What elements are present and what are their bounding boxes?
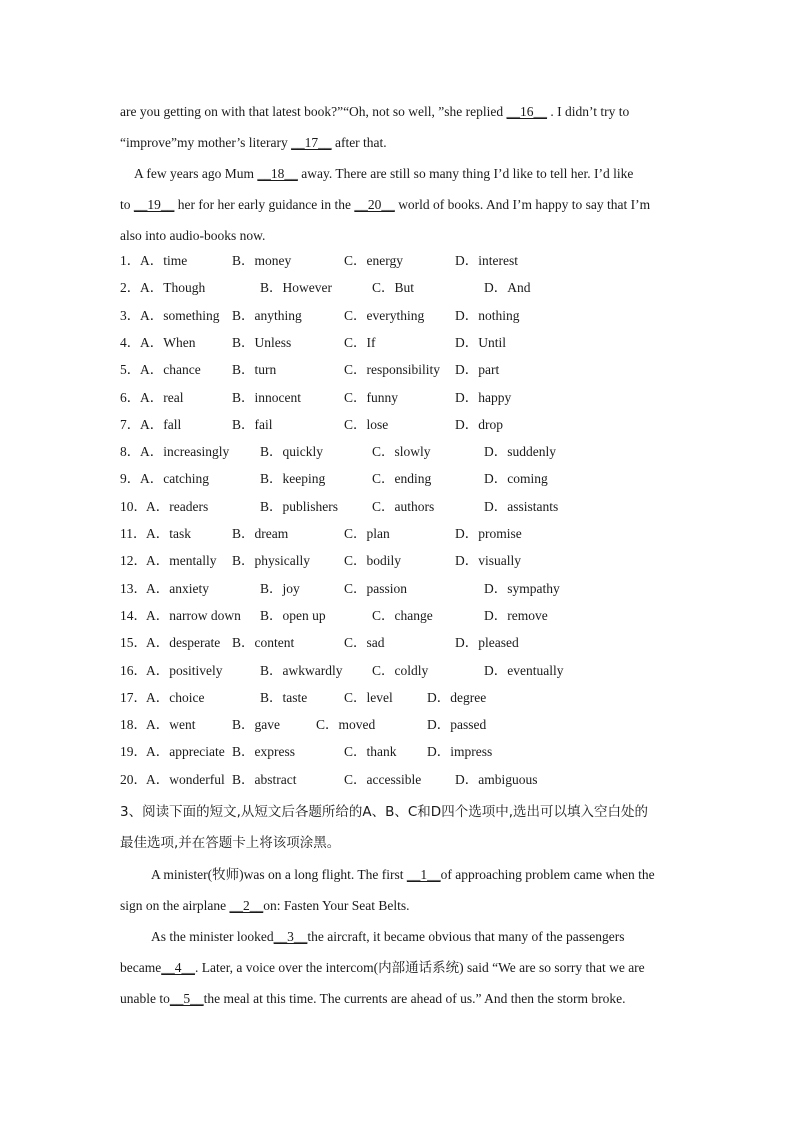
- option-b: B．physically: [232, 553, 310, 568]
- option-a: A．catching: [140, 471, 209, 486]
- option-c: C．If: [344, 335, 376, 350]
- option-d: D．part: [455, 362, 500, 377]
- option-b: B．innocent: [232, 390, 301, 405]
- question-number: 4．: [120, 335, 141, 350]
- option-b: B．publishers: [260, 499, 339, 514]
- question-number: 13．: [120, 581, 147, 596]
- option-c: C．responsibility: [344, 362, 441, 377]
- section3-instruction-cont: 最佳选项,并在答题卡上将该项涂黑。: [120, 835, 341, 851]
- question-number: 8．: [120, 444, 141, 459]
- option-d: D．suddenly: [484, 444, 556, 459]
- option-d: D．ambiguous: [455, 772, 538, 787]
- option-b: B．anything: [232, 308, 302, 323]
- option-a: A．When: [140, 335, 196, 350]
- option-c: C．sad: [344, 635, 385, 650]
- option-a: A．time: [140, 253, 188, 268]
- option-b: B．dream: [232, 526, 289, 541]
- question-number: 15．: [120, 635, 147, 650]
- question-number: 16．: [120, 663, 147, 678]
- option-b: B．express: [232, 744, 295, 759]
- option-d: D．And: [484, 280, 531, 295]
- passage-line-1: are you getting on with that latest book?”“Oh, not so well, ”she replied __16__ . I didn’t try to: [120, 104, 630, 119]
- option-c: C．coldly: [372, 663, 429, 678]
- option-c: C．accessible: [344, 772, 422, 787]
- option-c: C．moved: [316, 717, 376, 732]
- blank-18: __18__: [257, 166, 298, 181]
- option-b: B．content: [232, 635, 295, 650]
- question-number: 14．: [120, 608, 147, 623]
- option-c: C．passion: [344, 581, 408, 596]
- question-number: 1．: [120, 253, 141, 268]
- passage2-line-1: A minister(牧师)was on a long flight. The first __1__of approaching problem came when the: [151, 867, 655, 882]
- option-c: C．slowly: [372, 444, 431, 459]
- option-b: B．open up: [260, 608, 326, 623]
- option-d: D．assistants: [484, 499, 559, 514]
- passage-line-2: “improve”my mother’s literary __17__ after that.: [120, 135, 387, 150]
- option-a: A．went: [146, 717, 196, 732]
- option-d: D．coming: [484, 471, 548, 486]
- question-number: 11．: [120, 526, 147, 541]
- option-d: D．eventually: [484, 663, 564, 678]
- question-number: 5．: [120, 362, 141, 377]
- blank-19: __19__: [133, 197, 175, 212]
- option-b: B．money: [232, 253, 292, 268]
- option-d: D．remove: [484, 608, 548, 623]
- option-a: A．task: [146, 526, 191, 541]
- blank-2: __2__: [229, 898, 264, 913]
- option-c: C．change: [372, 608, 433, 623]
- question-number: 19．: [120, 744, 147, 759]
- blank-1: __1__: [406, 867, 441, 882]
- blank-17: __17__: [291, 135, 332, 150]
- option-d: D．impress: [427, 744, 493, 759]
- question-number: 3．: [120, 308, 141, 323]
- option-d: D．passed: [427, 717, 487, 732]
- option-d: D．visually: [455, 553, 521, 568]
- option-b: B．fail: [232, 417, 273, 432]
- option-b: B．taste: [260, 690, 308, 705]
- blank-20: __20__: [354, 197, 395, 212]
- passage2-line-5: unable to__5__the meal at this time. The currents are ahead of us.” And then the storm broke.: [120, 991, 626, 1006]
- option-a: A．wonderful: [146, 772, 225, 787]
- option-d: D．promise: [455, 526, 522, 541]
- option-d: D．nothing: [455, 308, 520, 323]
- option-a: A．increasingly: [140, 444, 230, 459]
- passage2-line-2: sign on the airplane __2__on: Fasten Your Seat Belts.: [120, 898, 410, 913]
- question-number: 6．: [120, 390, 141, 405]
- passage-line-4: to __19__ her for her early guidance in the __20__ world of books. And I’m happy to say that I’m: [120, 197, 651, 212]
- option-c: C．authors: [372, 499, 435, 514]
- option-a: A．appreciate: [146, 744, 225, 759]
- option-a: A．something: [140, 308, 220, 323]
- option-b: B．gave: [232, 717, 280, 732]
- option-b: B．abstract: [232, 772, 297, 787]
- question-number: 20．: [120, 772, 147, 787]
- option-d: D．degree: [427, 690, 487, 705]
- question-number: 10．: [120, 499, 147, 514]
- option-b: B．turn: [232, 362, 277, 377]
- option-c: C．bodily: [344, 553, 402, 568]
- question-number: 2．: [120, 280, 141, 295]
- option-c: C．everything: [344, 308, 425, 323]
- option-a: A．fall: [140, 417, 182, 432]
- option-c: C．ending: [372, 471, 432, 486]
- option-a: A．anxiety: [146, 581, 209, 596]
- passage2-line-3: As the minister looked__3__the aircraft, it became obvious that many of the passengers: [151, 929, 625, 944]
- option-c: C．level: [344, 690, 393, 705]
- option-c: C．plan: [344, 526, 390, 541]
- option-d: D．sympathy: [484, 581, 560, 596]
- option-d: D．happy: [455, 390, 512, 405]
- option-c: C．thank: [344, 744, 397, 759]
- blank-3: __3__: [273, 929, 308, 944]
- blank-16: __16__: [506, 104, 548, 119]
- question-number: 9．: [120, 471, 141, 486]
- passage-line-5: also into audio-books now.: [120, 228, 266, 243]
- blank-5: __5__: [169, 991, 204, 1006]
- option-b: B．awkwardly: [260, 663, 343, 678]
- option-b: B．keeping: [260, 471, 326, 486]
- blank-4: __4__: [161, 960, 195, 975]
- option-c: C．energy: [344, 253, 403, 268]
- option-c: C．lose: [344, 417, 389, 432]
- option-a: A．Though: [140, 280, 206, 295]
- option-b: B．quickly: [260, 444, 323, 459]
- option-c: C．But: [372, 280, 415, 295]
- passage2-line-4: became__4__. Later, a voice over the intercom(内部通话系统) said “We are so sorry that we are: [120, 960, 645, 975]
- option-a: A．narrow down: [146, 608, 241, 623]
- option-d: D．interest: [455, 253, 518, 268]
- option-a: A．real: [140, 390, 184, 405]
- option-d: D．Until: [455, 335, 507, 350]
- option-d: D．pleased: [455, 635, 519, 650]
- question-number: 12．: [120, 553, 147, 568]
- option-a: A．chance: [140, 362, 201, 377]
- passage-line-3: A few years ago Mum __18__ away. There are still so many thing I’d like to tell her. I’d like: [134, 166, 634, 181]
- option-a: A．readers: [146, 499, 209, 514]
- question-number: 18．: [120, 717, 147, 732]
- option-c: C．funny: [344, 390, 398, 405]
- option-a: A．desperate: [146, 635, 221, 650]
- question-number: 17．: [120, 690, 147, 705]
- option-a: A．mentally: [146, 553, 217, 568]
- option-b: B．joy: [260, 581, 300, 596]
- question-number: 7．: [120, 417, 141, 432]
- option-b: B．Unless: [232, 335, 292, 350]
- option-b: B．However: [260, 280, 332, 295]
- option-d: D．drop: [455, 417, 503, 432]
- option-a: A．positively: [146, 663, 223, 678]
- option-a: A．choice: [146, 690, 205, 705]
- section3-instruction: 3、阅读下面的短文,从短文后各题所给的A、B、C和D四个选项中,选出可以填入空白处的: [120, 804, 648, 820]
